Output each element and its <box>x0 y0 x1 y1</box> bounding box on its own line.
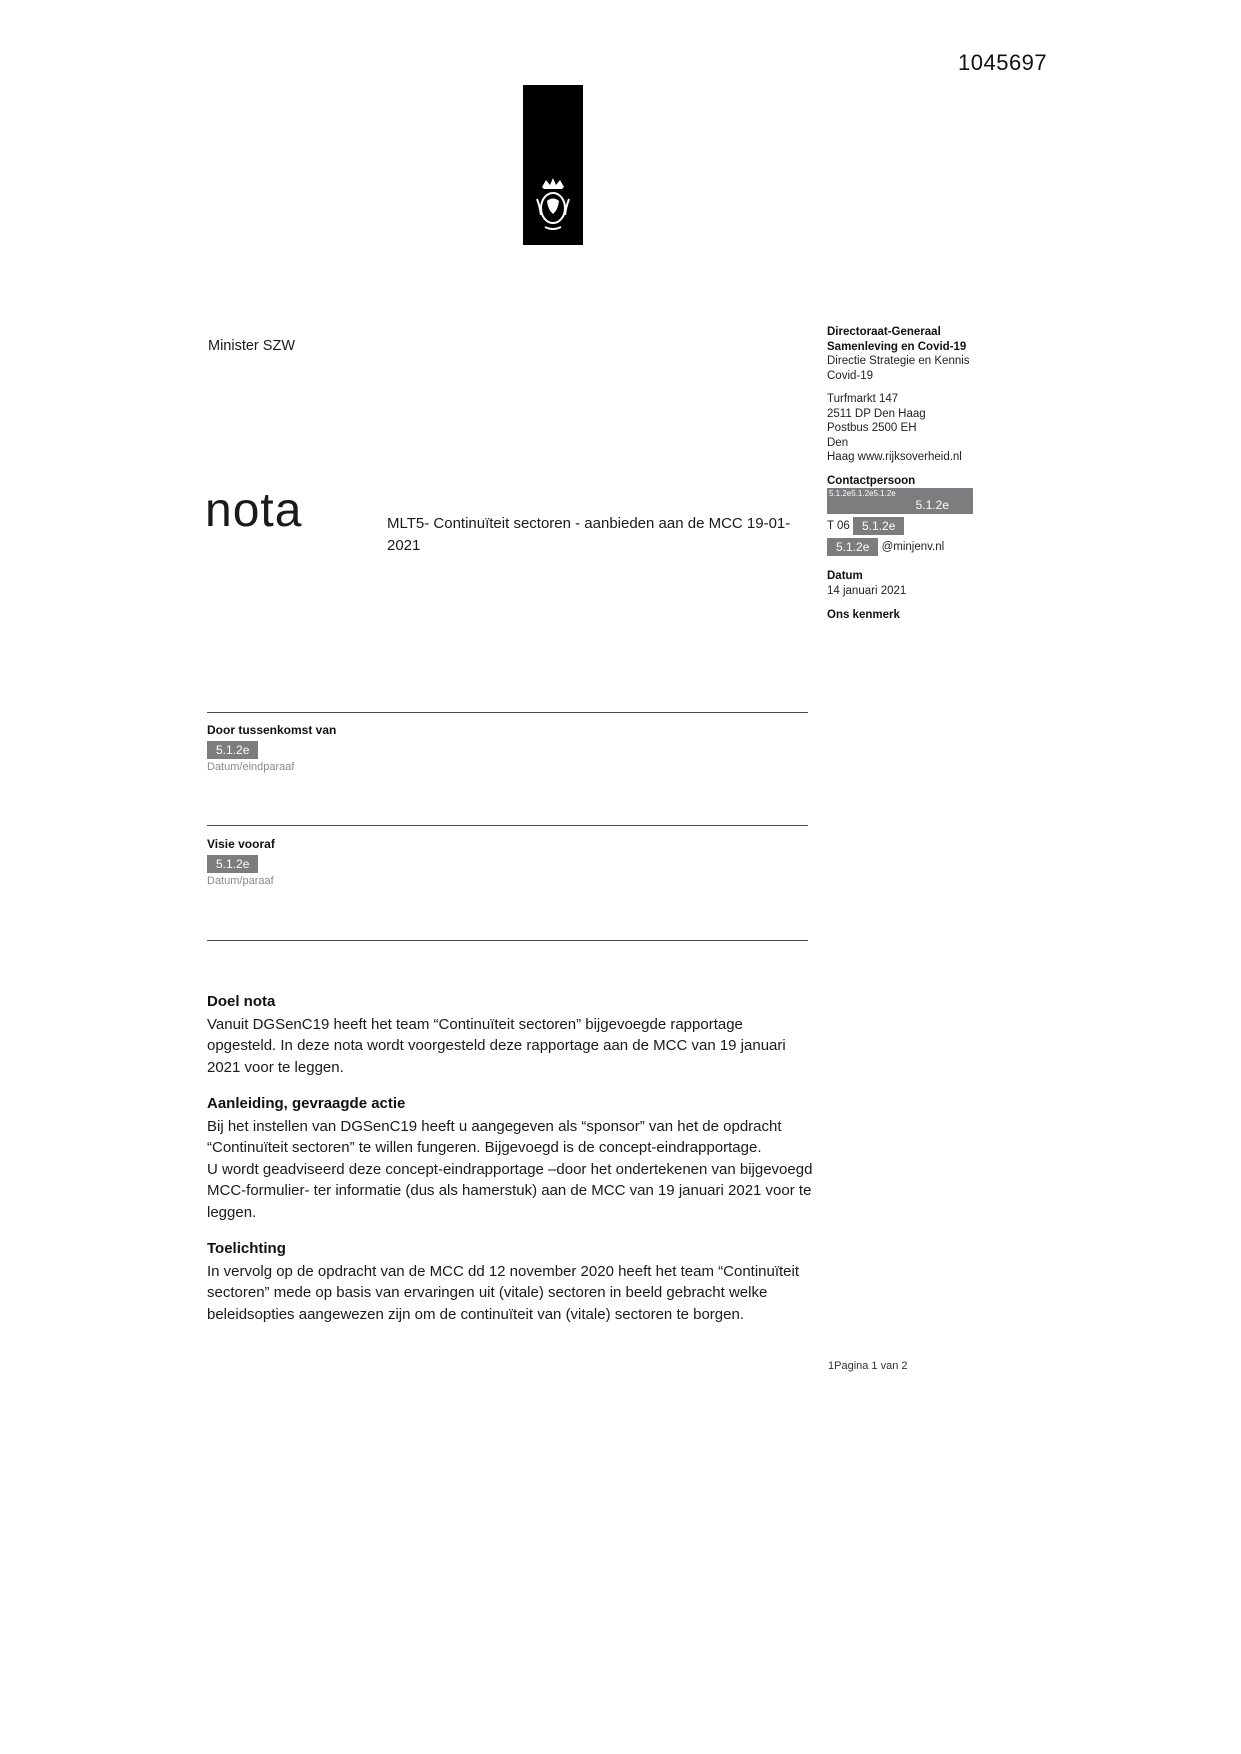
nota-wordmark: nota <box>205 484 303 537</box>
redaction-box: 5.1.2e <box>853 517 904 535</box>
recipient: Minister SZW <box>208 338 295 354</box>
email-suffix: @minjenv.nl <box>881 541 945 554</box>
address-line4: Den <box>827 436 849 449</box>
address-website: Haag www.rijksoverheid.nl <box>827 451 962 463</box>
section-paragraph: U wordt geadviseerd deze concept-eindrapportage –door het ondertekenen van bijgevoegd MCC-formulier- ter informatie (dus als hamerstuk) aan de MCC van 19 januari 2021 voor te leggen. <box>207 1160 813 1221</box>
document-body <box>207 991 813 1340</box>
visie-vooraf-label: Visie vooraf <box>207 837 275 851</box>
redaction-box <box>827 488 973 514</box>
nota-title: MLT5- Continuïteit sectoren - aanbieden aan de MCC 19-01-2021 <box>387 515 791 554</box>
meta-column <box>827 325 1012 632</box>
visie-vooraf-block <box>207 837 808 887</box>
divider <box>207 940 808 941</box>
datum-value: 14 januari 2021 <box>827 584 907 597</box>
contact-phone-row <box>827 517 1012 535</box>
redaction-text: 5.1.2e5.1.2e5.1.2e <box>829 489 896 498</box>
contact-email-row <box>827 538 1012 556</box>
rijksoverheid-emblem <box>533 175 573 233</box>
datum-label: Datum <box>827 570 863 582</box>
section-aanleiding <box>207 1093 813 1223</box>
section-paragraph: In vervolg op de opdracht van de MCC dd 12 november 2020 heeft het team “Continuïteit sectoren” mede op basis van ervaringen uit (vitale) sectoren in beeld gebracht welke beleidsopties aangewezen zijn om de continuïteit van (vitale) sectoren te borgen. <box>207 1262 800 1323</box>
door-tussenkomst-sub: Datum/eindparaaf <box>207 761 295 774</box>
address-street: Turfmarkt 147 <box>827 393 899 405</box>
address-postbus: Postbus 2500 EH <box>827 422 917 434</box>
document-number: 1045697 <box>958 50 1048 75</box>
contact-label: Contactpersoon <box>827 474 916 487</box>
section-doel-nota <box>207 991 813 1078</box>
door-tussenkomst-block <box>207 723 808 773</box>
org-name-line2: Samenleving en Covid-19 <box>827 340 967 353</box>
divider <box>207 712 808 713</box>
datum-block <box>827 569 1012 598</box>
page-footer: 1Pagina 1 van 2 <box>828 1360 908 1372</box>
org-name-line1: Directoraat-Generaal <box>827 326 941 338</box>
org-name-line4: Covid-19 <box>827 369 874 382</box>
redaction-box: 5.1.2e <box>207 855 258 873</box>
section-toelichting <box>207 1238 813 1325</box>
address-city: 2511 DP Den Haag <box>827 407 926 420</box>
section-heading: Aanleiding, gevraagde actie <box>207 1095 406 1112</box>
visie-vooraf-sub: Datum/paraaf <box>207 875 274 888</box>
section-paragraph: Bij het instellen van DGSenC19 heeft u aangegeven als “sponsor” van het de opdracht “Continuïteit sectoren” te willen fungeren. Bijgevoegd is de concept-eindrapportage. <box>207 1117 782 1156</box>
address-block <box>827 392 1012 465</box>
kenmerk-label: Ons kenmerk <box>827 609 900 621</box>
section-heading: Toelichting <box>207 1240 286 1257</box>
redaction-box: 5.1.2e <box>207 741 258 759</box>
rijksoverheid-logo <box>523 85 583 245</box>
contact-block <box>827 474 1012 557</box>
divider <box>207 825 808 826</box>
section-paragraph: Vanuit DGSenC19 heeft het team “Continuïteit sectoren” bijgevoegde rapportage opgesteld. In deze nota wordt voorgesteld deze rapportage aan de MCC van 19 januari 2021 voor te leggen. <box>207 1015 786 1076</box>
door-tussenkomst-label: Door tussenkomst van <box>207 723 337 737</box>
section-heading: Doel nota <box>207 993 276 1010</box>
redaction-text: 5.1.2e <box>915 498 949 512</box>
org-block <box>827 325 1012 383</box>
kenmerk-block <box>827 608 1012 623</box>
phone-prefix: T 06 <box>827 520 850 533</box>
redaction-box: 5.1.2e <box>827 538 878 556</box>
org-name-line3: Directie Strategie en Kennis <box>827 355 970 367</box>
